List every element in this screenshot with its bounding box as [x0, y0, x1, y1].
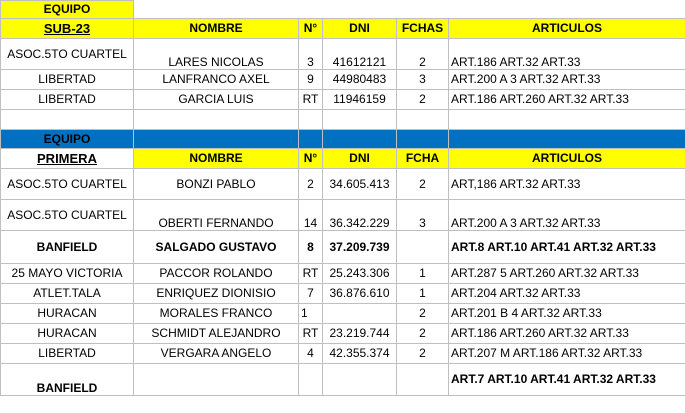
table-row	[1, 324, 685, 344]
row-articulos: ART.287 5 ART.260 ART.32 ART.33	[449, 264, 685, 284]
row-nombre: SALGADO GUSTAVO	[134, 231, 299, 264]
spacer-row	[1, 110, 685, 130]
sub23-equipo-label: EQUIPO	[1, 1, 134, 19]
row-numero	[299, 364, 323, 396]
row-fechas: 2	[397, 324, 449, 344]
primera-header-numero: N°	[299, 149, 323, 169]
primera-category: PRIMERA	[1, 149, 134, 169]
table-row	[1, 304, 685, 324]
row-fechas	[397, 231, 449, 264]
row-dni: 34.605.413	[323, 169, 397, 200]
row-nombre: ENRIQUEZ DIONISIO	[134, 284, 299, 304]
row-nombre: VERGARA ANGELO	[134, 344, 299, 364]
primera-header-nombre: NOMBRE	[134, 149, 299, 169]
row-numero: 14	[299, 200, 323, 231]
row-numero: 4	[299, 344, 323, 364]
row-numero: 9	[299, 70, 323, 90]
primera-equipo-label: EQUIPO	[1, 130, 134, 149]
row-numero: RT	[299, 264, 323, 284]
table-row	[1, 169, 685, 200]
row-fechas: 3	[397, 200, 449, 231]
row-articulos: ART.204 ART.32 ART.33	[449, 284, 685, 304]
table-row	[1, 364, 685, 396]
row-fechas: 3	[397, 70, 449, 90]
row-equipo: LIBERTAD	[1, 70, 134, 90]
row-fechas: 2	[397, 169, 449, 200]
row-numero: 8	[299, 231, 323, 264]
table-row	[1, 70, 685, 90]
row-nombre: GARCIA LUIS	[134, 90, 299, 110]
table-row	[1, 39, 685, 70]
row-nombre: SCHMIDT ALEJANDRO	[134, 324, 299, 344]
primera-header-articulos: ARTICULOS	[449, 149, 685, 169]
row-fechas: 1	[397, 284, 449, 304]
row-dni: 25.243.306	[323, 264, 397, 284]
row-articulos: ART.200 A 3 ART.32 ART.33	[449, 70, 685, 90]
row-equipo: ATLET.TALA	[1, 284, 134, 304]
row-fechas: 2	[397, 344, 449, 364]
row-equipo: HURACAN	[1, 304, 134, 324]
row-fechas: 1	[397, 264, 449, 284]
row-dni: 44980483	[323, 70, 397, 90]
row-numero: 3	[299, 39, 323, 70]
sub23-header-numero: N°	[299, 19, 323, 39]
row-dni: 36.876.610	[323, 284, 397, 304]
row-dni: 37.209.739	[323, 231, 397, 264]
row-numero: 1	[299, 304, 323, 324]
sub23-header-fechas: FCHAS	[397, 19, 449, 39]
row-numero: RT	[299, 90, 323, 110]
row-articulos: ART.8 ART.10 ART.41 ART.32 ART.33	[449, 231, 685, 264]
row-fechas: 2	[397, 39, 449, 70]
table-row	[1, 344, 685, 364]
primera-header-dni: DNI	[323, 149, 397, 169]
sub23-category: SUB-23	[1, 19, 134, 39]
sub23-header-articulos: ARTICULOS	[449, 19, 685, 39]
row-articulos: ART.207 M ART.186 ART.32 ART.33	[449, 344, 685, 364]
row-fechas: 2	[397, 304, 449, 324]
row-articulos: ART.201 B 4 ART.32 ART.33	[449, 304, 685, 324]
row-equipo: 25 MAYO VICTORIA	[1, 264, 134, 284]
table-row	[1, 264, 685, 284]
table-row	[1, 90, 685, 110]
row-nombre: MORALES FRANCO	[134, 304, 299, 324]
row-numero: 2	[299, 169, 323, 200]
sub23-header-dni: DNI	[323, 19, 397, 39]
row-dni	[323, 304, 397, 324]
row-nombre: LARES NICOLAS	[134, 39, 299, 70]
row-equipo: ASOC.5TO CUARTEL	[1, 200, 134, 231]
row-fechas: 2	[397, 90, 449, 110]
row-equipo: LIBERTAD	[1, 344, 134, 364]
row-dni: 41612121	[323, 39, 397, 70]
row-nombre	[134, 364, 299, 396]
row-equipo: ASOC.5TO CUARTEL	[1, 39, 134, 70]
row-articulos: ART.186 ART.32 ART.33	[449, 39, 685, 70]
row-equipo: HURACAN	[1, 324, 134, 344]
row-dni	[323, 364, 397, 396]
table-row	[1, 231, 685, 264]
row-fechas	[397, 364, 449, 396]
row-numero: 7	[299, 284, 323, 304]
row-dni: 11946159	[323, 90, 397, 110]
row-nombre: OBERTI FERNANDO	[134, 200, 299, 231]
row-dni: 23.219.744	[323, 324, 397, 344]
table-row	[1, 284, 685, 304]
row-equipo: BANFIELD	[1, 231, 134, 264]
row-equipo: BANFIELD	[1, 364, 134, 396]
row-nombre: BONZI PABLO	[134, 169, 299, 200]
row-articulos: ART,186 ART.32 ART.33	[449, 169, 685, 200]
row-articulos: ART.7 ART.10 ART.41 ART.32 ART.33	[449, 364, 685, 396]
row-dni: 36.342.229	[323, 200, 397, 231]
row-equipo: ASOC.5TO CUARTEL	[1, 169, 134, 200]
row-dni: 42.355.374	[323, 344, 397, 364]
primera-header-fechas: FCHA	[397, 149, 449, 169]
row-articulos: ART.200 A 3 ART.32 ART.33	[449, 200, 685, 231]
row-articulos: ART.186 ART.260 ART.32 ART.33	[449, 324, 685, 344]
sub23-header-nombre: NOMBRE	[134, 19, 299, 39]
row-nombre: LANFRANCO AXEL	[134, 70, 299, 90]
row-nombre: PACCOR ROLANDO	[134, 264, 299, 284]
row-equipo: LIBERTAD	[1, 90, 134, 110]
row-articulos: ART.186 ART.260 ART.32 ART.33	[449, 90, 685, 110]
row-numero: RT	[299, 324, 323, 344]
table-row	[1, 200, 685, 231]
